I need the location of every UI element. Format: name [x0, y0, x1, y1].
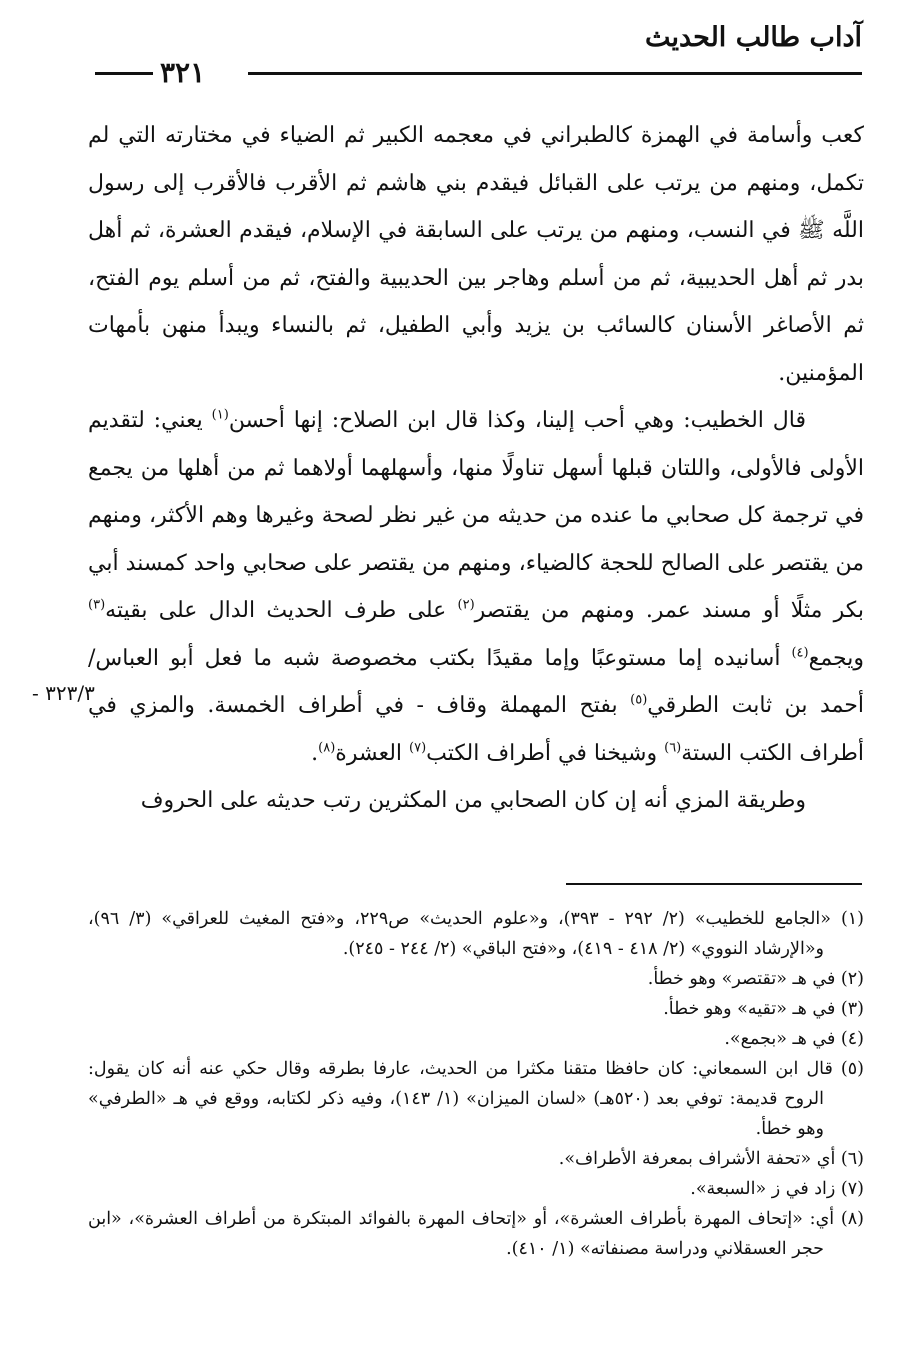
footnote-3: (٣) في هـ «تقيه» وهو خطأ.: [663, 999, 864, 1019]
header-rule-right: [248, 72, 862, 75]
body-text: [88, 112, 864, 825]
paragraph-2-text-f: بفتح المهملة وقاف - في أطراف الخمسة. والمزي في أطراف الكتب الستة: [88, 693, 864, 766]
footnote-ref-6: (٦): [664, 740, 682, 756]
paragraph-2-text-e: أسانيده إما مستوعبًا وإما مقيدًا بكتب مخصوصة شبه ما فعل أبو العباس/ أحمد بن ثابت الطرقي: [88, 645, 864, 718]
paragraph-1: كعب وأسامة في الهمزة كالطبراني في معجمه الكبير ثم الضياء في مختارته التي لم تكمل، ومنهم من يرتب على القبائل فيقدم بني هاشم ثم الأقرب فالأقرب إلى رسول اللَّه ﷺ في النسب، ومنهم من يرتب على السابقة في الإسلام، فيقدم العشرة، ثم أهل بدر ثم أهل الحديبية، ثم من أسلم وهاجر بين الحديبية والفتح، ثم من أسلم يوم الفتح، ثم الأصاغر الأسنان كالسائب بن يزيد وأبي الطفيل، ثم بالنساء ويبدأ منهن بأمهات المؤمنين.: [88, 123, 864, 386]
paragraph-2-text-c: على طرف الحديث الدال على بقيته: [105, 598, 458, 623]
margin-note: ٣٢٣/٣ -: [32, 681, 95, 705]
paragraph-2-text-g: وشيخنا في أطراف الكتب: [426, 740, 665, 766]
header-rule-left: [95, 72, 153, 75]
footnote-ref-8: (٨): [318, 740, 336, 756]
paragraph-2-text-b: يعني: لتقديم الأولى فالأولى، واللتان قبلها أسهل تناولًا منها، وأسهلهما أولاهما ثم من أهلها من يجمع في ترجمة كل صحابي ما عنده من حديثه من غير نظر لصحة وغيرها وهم الأكثر، ومنهم من يقتصر على الصالح للحجة كالضياء، ومنهم من يقتصر على صحابي واحد كمسند أبي بكر مثلًا أو مسند عمر. ومنهم من يقتصر: [88, 408, 864, 623]
footnote-5: (٥) قال ابن السمعاني: كان حافظا متقنا مكثرا من الحديث، عارفا بطرقه وقال حكي عنه أنه كان يقول: الروح قديمة: توفي بعد (٥٢٠هـ) «لسان الميزان» (١/ ١٤٣)، وفيه ذكر لكتابه، ووقع في هـ «الطرفي» وهو خطأ.: [88, 1059, 864, 1139]
footnote-6: (٦) أي «تحفة الأشراف بمعرفة الأطراف».: [558, 1149, 864, 1169]
footnote-1: (١) «الجامع للخطيب» (٢/ ٢٩٢ - ٣٩٣)، و«علوم الحديث» ص٢٢٩، و«فتح المغيث للعراقي» (٣/ ٩٦)، و«الإرشاد النووي» (٢/ ٤١٨ - ٤١٩)، و«فتح الباقي» (٢/ ٢٤٤ - ٢٤٥).: [88, 909, 864, 959]
page-number: ٣٢١: [160, 56, 206, 89]
footnote-ref-5: (٥): [630, 692, 648, 708]
footnote-7: (٧) زاد في ز «السبعة».: [690, 1179, 864, 1199]
footnote-separator: [566, 883, 862, 885]
paragraph-2-text-h: العشرة: [335, 740, 410, 766]
footnote-4: (٤) في هـ «بجمع».: [724, 1029, 864, 1049]
footnote-2: (٢) في هـ «تقتصر» وهو خطأ.: [647, 969, 864, 989]
footnote-ref-7: (٧): [409, 740, 427, 756]
paragraph-2: [88, 397, 864, 777]
paragraph-2-text-a: قال الخطيب: وهي أحب إلينا، وكذا قال ابن الصلاح: إنها أحسن: [228, 408, 806, 433]
footnote-ref-3: (٣): [88, 597, 106, 613]
footnote-ref-4: (٤): [791, 645, 809, 661]
running-title: آداب طالب الحديث: [644, 22, 862, 53]
footnote-ref-2: (٢): [457, 597, 475, 613]
paragraph-2-text-i: .: [311, 740, 319, 766]
footnote-ref-1: (١): [211, 407, 229, 423]
paragraph-3: وطريقة المزي أنه إن كان الصحابي من المكثرين رتب حديثه على الحروف: [140, 788, 806, 813]
footnotes: [88, 904, 864, 1264]
footnote-8: (٨) أي: «إتحاف المهرة بأطراف العشرة»، أو «إتحاف المهرة بالفوائد المبتكرة من أطراف العشرة»، «ابن حجر العسقلاني ودراسة مصنفاته» (١/ ٤١٠).: [88, 1209, 864, 1259]
paragraph-2-text-d: ويجمع: [808, 645, 864, 671]
